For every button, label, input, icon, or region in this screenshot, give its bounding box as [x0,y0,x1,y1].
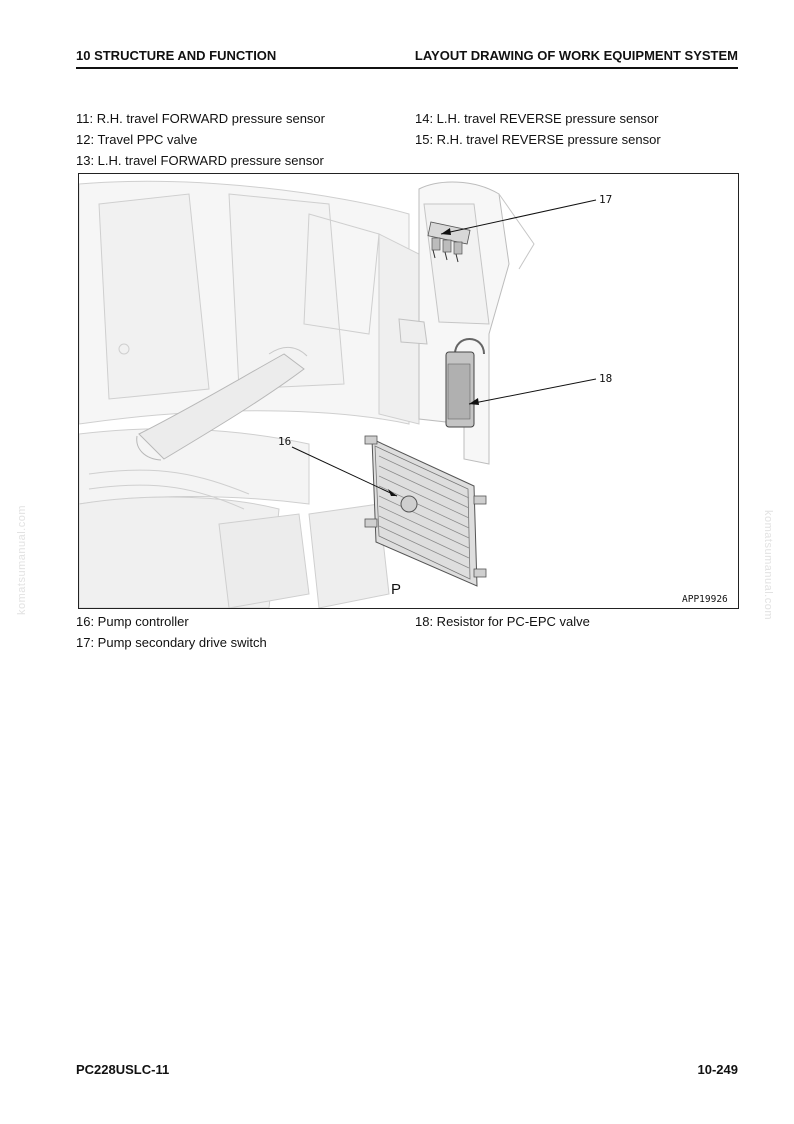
legend-bottom-left [76,611,267,653]
legend-item-18: 18: Resistor for PC-EPC valve [415,614,590,629]
legend-item-12: 12: Travel PPC valve [76,132,198,147]
callout-17: 17 [599,193,613,206]
illustration-svg [79,174,738,608]
header-section-title: 10 STRUCTURE AND FUNCTION [76,48,277,63]
watermark-right: komatsumanual.com [762,510,774,620]
drawing-code: APP19926 [682,594,728,605]
legend-item-15: 15: R.H. travel REVERSE pressure sensor [415,132,661,147]
footer-page-number: 10-249 [697,1062,738,1077]
legend-item-16: 16: Pump controller [76,614,189,629]
legend-top-right [415,108,661,150]
legend-top-left [76,108,325,171]
legend-item-11: 11: R.H. travel FORWARD pressure sensor [76,111,325,126]
header-page-title: LAYOUT DRAWING OF WORK EQUIPMENT SYSTEM [414,48,738,63]
legend-item-14: 14: L.H. travel REVERSE pressure sensor [415,111,659,126]
footer-model: PC228USLC-11 [76,1062,170,1077]
legend-item-17: 17: Pump secondary drive switch [76,635,267,650]
callout-18: 18 [599,372,613,385]
callout-16: 16 [278,435,292,448]
view-label: P [391,581,402,598]
layout-illustration [78,173,739,609]
legend-item-13: 13: L.H. travel FORWARD pressure sensor [76,153,324,168]
header-rule [76,67,738,69]
watermark-left: komatsumanual.com [16,505,28,615]
legend-bottom-right [415,611,590,632]
